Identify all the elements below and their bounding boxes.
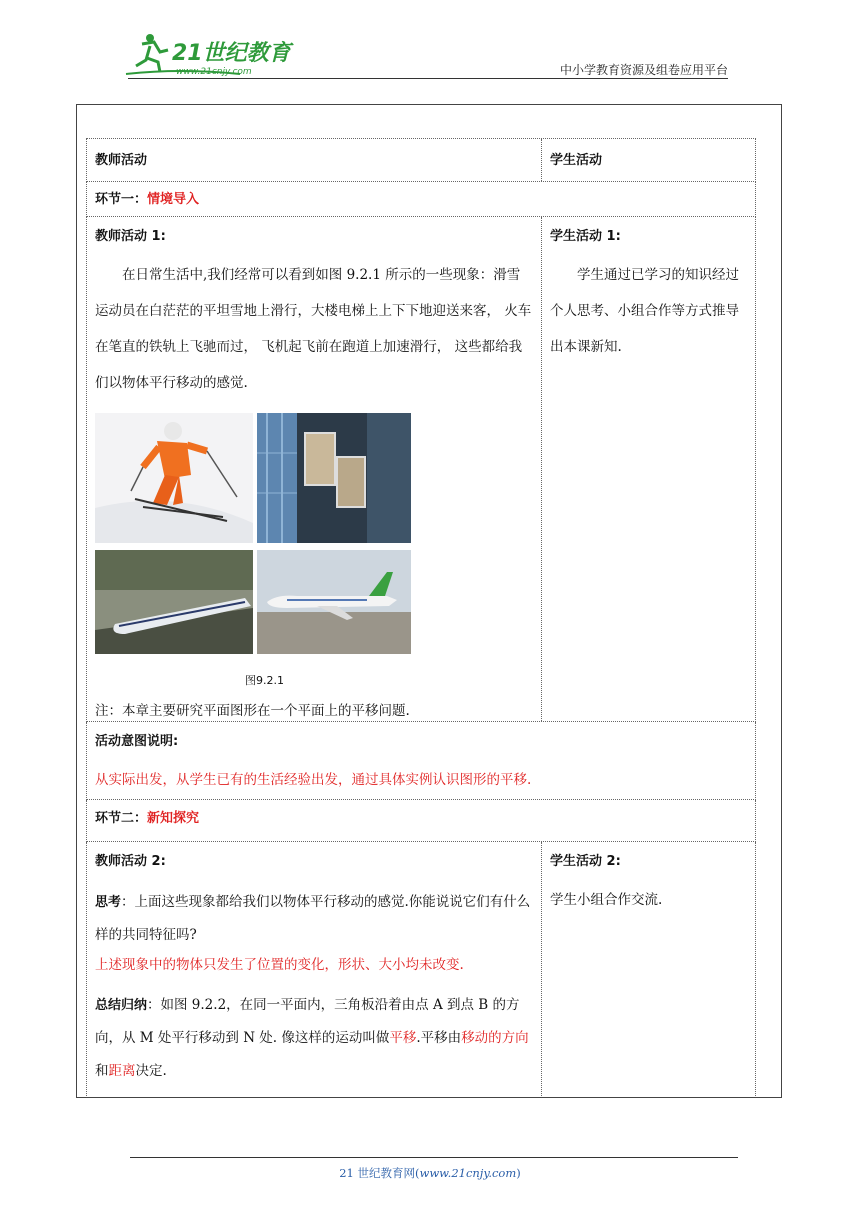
summary-text-3: 和 [95,1063,109,1079]
footer-prefix: 21 世纪教育网( [339,1166,420,1180]
intent-cell [87,722,755,799]
section1-heading [87,182,755,216]
summary-text-1: ：如图 9.2.2，在同一平面内，三角板沿着由点 A 到点 B 的方向，从 M 处平行移动到 N 处. 像这样的运动叫做 [95,997,520,1046]
logo-text: 21世纪教育 [172,41,291,66]
section1-row [86,182,756,217]
lesson-table [86,138,756,1096]
term-distance: 距离 [108,1063,136,1079]
student-activity1-cell [542,217,755,721]
intent-title: 活动意图说明: [95,734,179,749]
intent-text: 从实际出发，从学生已有的生活经验出发，通过具体实例认识图形的平移. [95,772,532,788]
page-footer [0,1165,860,1181]
intent-row [86,722,756,800]
section1-title: 情境导入 [147,192,200,207]
summary-text-2: .平移由 [416,1030,462,1046]
student-activity2-text: 学生小组合作交流. [550,892,663,908]
figure-9-2-1 [95,413,425,687]
footer-suffix: ) [516,1166,521,1180]
section1-prefix: 环节一： [95,192,148,207]
skier-photo [95,413,253,543]
col-teacher-header: 教师活动 [87,139,542,181]
airplane-photo [257,550,411,654]
elevator-photo [257,413,411,543]
section2-row [86,800,756,842]
term-direction: 移动的方向 [461,1030,529,1046]
platform-name: 中小学教育资源及组卷应用平台 [559,63,728,77]
student-activity1-text: 学生通过已学习的知识经过个人思考、小组合作等方式推导出本课新知. [550,267,739,355]
term-translation: 平移 [389,1030,417,1046]
figure-caption: 图9.2.1 [245,674,284,687]
think-answer: 上述现象中的物体只发生了位置的变化，形状、大小均未改变. [95,957,464,973]
section2-title: 新知探究 [147,811,200,826]
footer-link[interactable]: www.21cnjy.com [419,1166,517,1180]
teacher-activity2-cell [87,842,542,1096]
train-photo [95,550,253,654]
think-text: ：上面这些现象都给我们以物体平行移动的感觉.你能说说它们有什么样的共同特征吗? [95,894,531,943]
section2-prefix: 环节二： [95,811,148,826]
section2-heading [87,800,755,841]
student-activity2-cell [542,842,755,1096]
teacher-activity1-text: 在日常生活中,我们经常可以看到如图 9.2.1 所示的一些现象：滑雪运动员在白茫茫的平坦雪地上滑行，大楼电梯上上下下地迎送来客， 火车在笔直的铁轨上飞驰而过， 飞机起飞前在跑道上加速滑行， 这些都给我们以物体平行移动的感觉. [95,267,532,391]
activity2-row [86,842,756,1096]
table-header-row [86,138,756,182]
student-activity2-title: 学生活动 2: [550,854,621,869]
col-student-header: 学生活动 [550,153,603,168]
footer-rule [130,1157,738,1158]
teacher-activity1-cell [87,217,542,721]
summary-paragraph [95,989,533,1088]
teacher-activity1-title: 教师活动 1: [95,229,166,244]
think-paragraph [95,886,533,951]
teacher-activity2-title: 教师活动 2: [95,854,166,869]
site-logo [120,30,300,80]
summary-text-4: 决定. [135,1063,167,1079]
activity1-row [86,217,756,722]
think-label: 思考 [95,895,122,910]
logo-url: www.21cnjy.com [176,67,252,77]
page-header [0,0,860,100]
note-text: 注：本章主要研究平面图形在一个平面上的平移问题. [95,703,410,719]
student-activity1-title: 学生活动 1: [550,229,621,244]
summary-label: 总结归纳 [95,998,148,1013]
header-rule [128,78,728,79]
